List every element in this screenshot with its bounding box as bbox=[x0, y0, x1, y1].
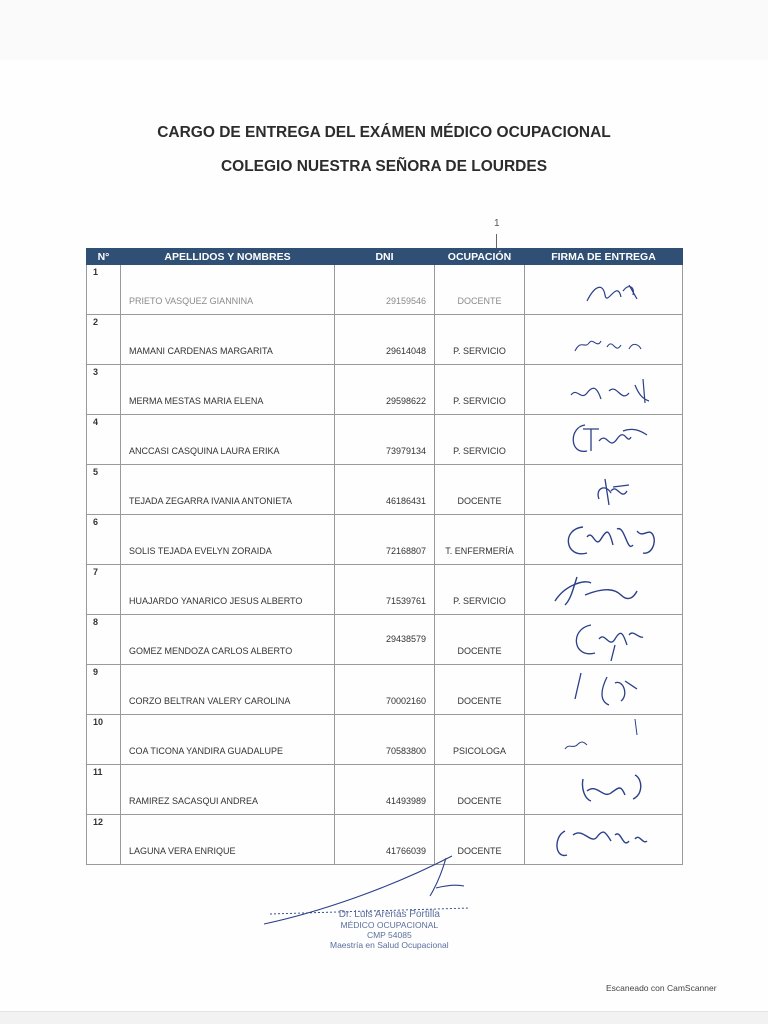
row-dni: 46186431 bbox=[335, 465, 435, 515]
signature-cell bbox=[525, 665, 683, 715]
row-dni: 29598622 bbox=[335, 365, 435, 415]
table-row bbox=[87, 515, 683, 565]
table-row bbox=[87, 315, 683, 365]
header-num: N° bbox=[87, 249, 121, 265]
row-num: 1 bbox=[87, 265, 121, 315]
signature-cell bbox=[525, 415, 683, 465]
signature-cell bbox=[525, 765, 683, 815]
row-num: 4 bbox=[87, 415, 121, 465]
row-occupation: DOCENTE bbox=[435, 815, 525, 865]
row-name: COA TICONA YANDIRA GUADALUPE bbox=[121, 715, 335, 765]
row-num: 7 bbox=[87, 565, 121, 615]
row-name: SOLIS TEJADA EVELYN ZORAIDA bbox=[121, 515, 335, 565]
row-name: CORZO BELTRAN VALERY CAROLINA bbox=[121, 665, 335, 715]
row-occupation: PSICOLOGA bbox=[435, 715, 525, 765]
row-dni: 70002160 bbox=[335, 665, 435, 715]
row-occupation: DOCENTE bbox=[435, 265, 525, 315]
signature-mark bbox=[525, 315, 683, 362]
row-occupation: DOCENTE bbox=[435, 465, 525, 515]
row-name: LAGUNA VERA ENRIQUE bbox=[121, 815, 335, 865]
row-num: 3 bbox=[87, 365, 121, 415]
signature-mark bbox=[525, 765, 683, 812]
signature-mark bbox=[525, 515, 683, 562]
scanner-watermark: Escaneado con CamScanner bbox=[606, 983, 717, 993]
row-dni: 29159546 bbox=[335, 265, 435, 315]
table-row bbox=[87, 765, 683, 815]
document-title: CARGO DE ENTREGA DEL EXÁMEN MÉDICO OCUPACIONAL bbox=[157, 124, 611, 141]
row-name: MERMA MESTAS MARIA ELENA bbox=[121, 365, 335, 415]
signature-cell bbox=[525, 365, 683, 415]
table-header bbox=[87, 249, 683, 265]
row-num: 6 bbox=[87, 515, 121, 565]
row-num: 2 bbox=[87, 315, 121, 365]
signature-mark bbox=[525, 365, 683, 412]
table-row bbox=[87, 415, 683, 465]
table-row bbox=[87, 565, 683, 615]
signature-mark bbox=[525, 565, 683, 612]
header-dni: DNI bbox=[335, 249, 435, 265]
school-name: COLEGIO NUESTRA SEÑORA DE LOURDES bbox=[220, 158, 548, 175]
signature-mark bbox=[525, 815, 683, 862]
row-name: PRIETO VASQUEZ GIANNINA bbox=[121, 265, 335, 315]
signature-cell bbox=[525, 815, 683, 865]
signature-cell bbox=[525, 565, 683, 615]
scan-bottom-edge bbox=[0, 1011, 768, 1024]
row-occupation: DOCENTE bbox=[435, 615, 525, 665]
stamp-degree: Maestría en Salud Ocupacional bbox=[330, 940, 449, 950]
row-name: ANCCASI CASQUINA LAURA ERIKA bbox=[121, 415, 335, 465]
doctor-stamp bbox=[330, 910, 449, 950]
row-name: HUAJARDO YANARICO JESUS ALBERTO bbox=[121, 565, 335, 615]
delivery-table bbox=[86, 248, 683, 865]
row-dni: 72168807 bbox=[335, 515, 435, 565]
row-name: MAMANI CARDENAS MARGARITA bbox=[121, 315, 335, 365]
table-row bbox=[87, 365, 683, 415]
margin-stroke bbox=[496, 234, 497, 248]
signature-cell bbox=[525, 265, 683, 315]
stamp-role: MÉDICO OCUPACIONAL bbox=[340, 920, 439, 930]
row-num: 12 bbox=[87, 815, 121, 865]
table-row bbox=[87, 715, 683, 765]
row-occupation: DOCENTE bbox=[435, 665, 525, 715]
row-occupation: P. SERVICIO bbox=[435, 365, 525, 415]
row-num: 8 bbox=[87, 615, 121, 665]
row-dni: 70583800 bbox=[335, 715, 435, 765]
stamp-cmp: CMP 54085 bbox=[366, 930, 412, 940]
signature-cell bbox=[525, 465, 683, 515]
signature-mark bbox=[525, 415, 683, 462]
row-dni: 41766039 bbox=[335, 815, 435, 865]
row-occupation: P. SERVICIO bbox=[435, 415, 525, 465]
row-dni: 73979134 bbox=[335, 415, 435, 465]
signature-mark bbox=[525, 615, 683, 662]
signature-cell bbox=[525, 515, 683, 565]
row-name: RAMIREZ SACASQUI ANDREA bbox=[121, 765, 335, 815]
table-row bbox=[87, 265, 683, 315]
table-row bbox=[87, 615, 683, 665]
margin-mark: 1 bbox=[494, 218, 500, 229]
signature-cell bbox=[525, 615, 683, 665]
signature-mark bbox=[525, 265, 683, 312]
row-name: GOMEZ MENDOZA CARLOS ALBERTO bbox=[121, 615, 335, 665]
row-occupation: DOCENTE bbox=[435, 765, 525, 815]
row-num: 5 bbox=[87, 465, 121, 515]
signature-cell bbox=[525, 715, 683, 765]
scan-top-margin bbox=[0, 0, 768, 60]
signature-cell bbox=[525, 315, 683, 365]
row-occupation: T. ENFERMERÍA bbox=[435, 515, 525, 565]
row-dni: 29614048 bbox=[335, 315, 435, 365]
row-dni: 41493989 bbox=[335, 765, 435, 815]
stamp-name: Dr. Luis Arenas Portilla bbox=[338, 909, 440, 920]
header-occupation: OCUPACIÓN bbox=[435, 249, 525, 265]
table-row bbox=[87, 465, 683, 515]
row-dni: 71539761 bbox=[335, 565, 435, 615]
signature-mark bbox=[525, 465, 683, 512]
signature-mark bbox=[525, 665, 683, 712]
row-num: 11 bbox=[87, 765, 121, 815]
row-name: TEJADA ZEGARRA IVANIA ANTONIETA bbox=[121, 465, 335, 515]
row-occupation: P. SERVICIO bbox=[435, 565, 525, 615]
row-occupation: P. SERVICIO bbox=[435, 315, 525, 365]
header-signature: FIRMA DE ENTREGA bbox=[525, 249, 683, 265]
row-num: 10 bbox=[87, 715, 121, 765]
signature-mark bbox=[525, 715, 683, 762]
row-dni: 29438579 bbox=[335, 615, 435, 665]
table-row bbox=[87, 665, 683, 715]
row-num: 9 bbox=[87, 665, 121, 715]
header-name: APELLIDOS Y NOMBRES bbox=[121, 249, 335, 265]
